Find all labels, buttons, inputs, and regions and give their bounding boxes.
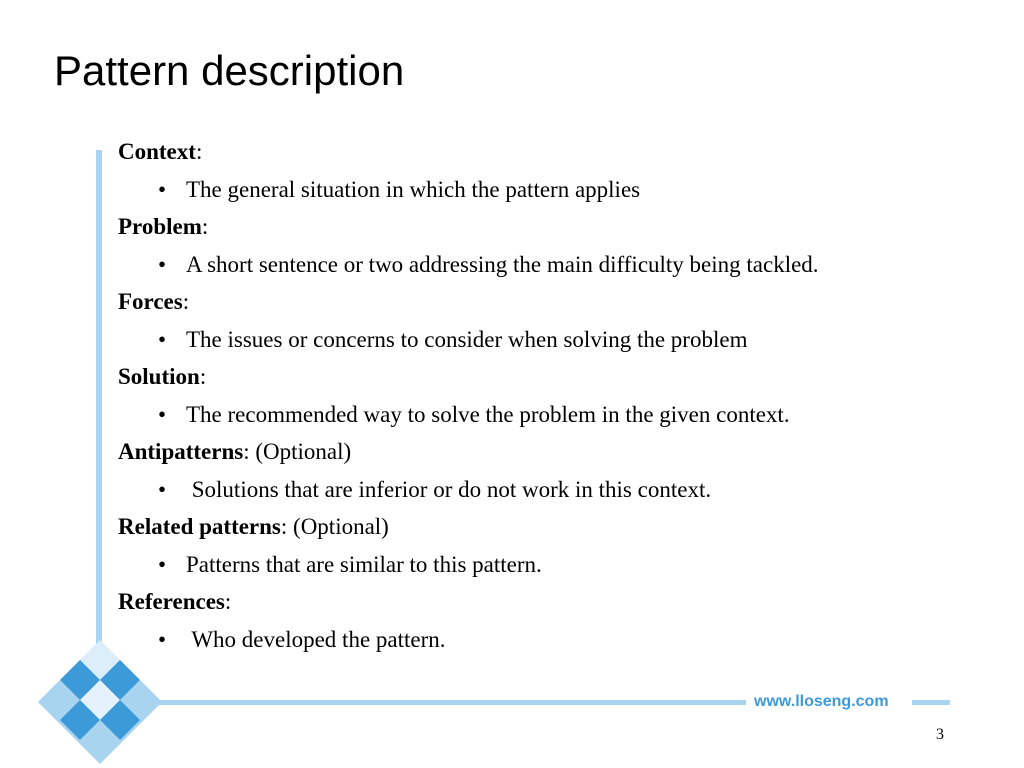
bullet-text: Solutions that are inferior or do not work in this context. [186, 476, 712, 502]
bullet-item [118, 471, 998, 509]
bullet-icon: • [158, 326, 167, 352]
bullet-icon: • [158, 176, 167, 202]
url-badge [750, 690, 910, 712]
bullet-item [118, 546, 998, 584]
heading-label: Forces [118, 289, 183, 314]
bullet-item [118, 171, 998, 209]
bullet-icon: • [158, 251, 167, 277]
bullet-item [118, 321, 998, 359]
bullet-item [118, 246, 998, 284]
section-heading [118, 208, 998, 246]
heading-label: Problem [118, 214, 202, 239]
bullet-icon: • [158, 476, 167, 502]
bullet-text: The issues or concerns to consider when solving the problem [186, 326, 748, 352]
heading-label: Solution [118, 364, 200, 389]
heading-suffix: : [182, 289, 190, 314]
heading-suffix: : [199, 364, 207, 389]
section-heading [118, 358, 998, 396]
heading-suffix: : [201, 214, 209, 239]
bullet-text: Who developed the pattern. [186, 626, 446, 652]
heading-suffix: : (Optional) [243, 439, 352, 464]
heading-suffix: : [224, 589, 232, 614]
bullet-text: The recommended way to solve the problem in the given context. [186, 401, 790, 427]
footer-url: www.lloseng.com [754, 693, 889, 710]
heading-label: References [118, 589, 225, 614]
section-heading [118, 133, 998, 171]
heading-suffix: : [195, 139, 203, 164]
section-heading [118, 583, 998, 621]
section-heading [118, 283, 998, 321]
bullet-text: Patterns that are similar to this pattern. [186, 551, 542, 577]
page-title: Pattern description [54, 47, 405, 94]
content-list [118, 133, 998, 658]
bullet-icon: • [158, 626, 167, 652]
bullet-text: The general situation in which the pattern applies [186, 176, 641, 202]
section-heading [118, 433, 998, 471]
heading-label: Antipatterns [118, 439, 244, 464]
page-number: 3 [936, 726, 944, 743]
bottom-horizontal-bar [96, 700, 746, 705]
left-vertical-bar [96, 150, 102, 670]
bullet-icon: • [158, 401, 167, 427]
bullet-text: A short sentence or two addressing the main difficulty being tackled. [186, 251, 819, 277]
heading-suffix: : (Optional) [280, 514, 389, 539]
heading-label: Context [118, 139, 196, 164]
heading-label: Related patterns [118, 514, 281, 539]
bullet-item [118, 621, 998, 659]
bullet-icon: • [158, 551, 167, 577]
section-heading [118, 508, 998, 546]
bottom-right-bar [912, 700, 950, 705]
blue-diamond-logo [38, 640, 162, 764]
bullet-item [118, 396, 998, 434]
